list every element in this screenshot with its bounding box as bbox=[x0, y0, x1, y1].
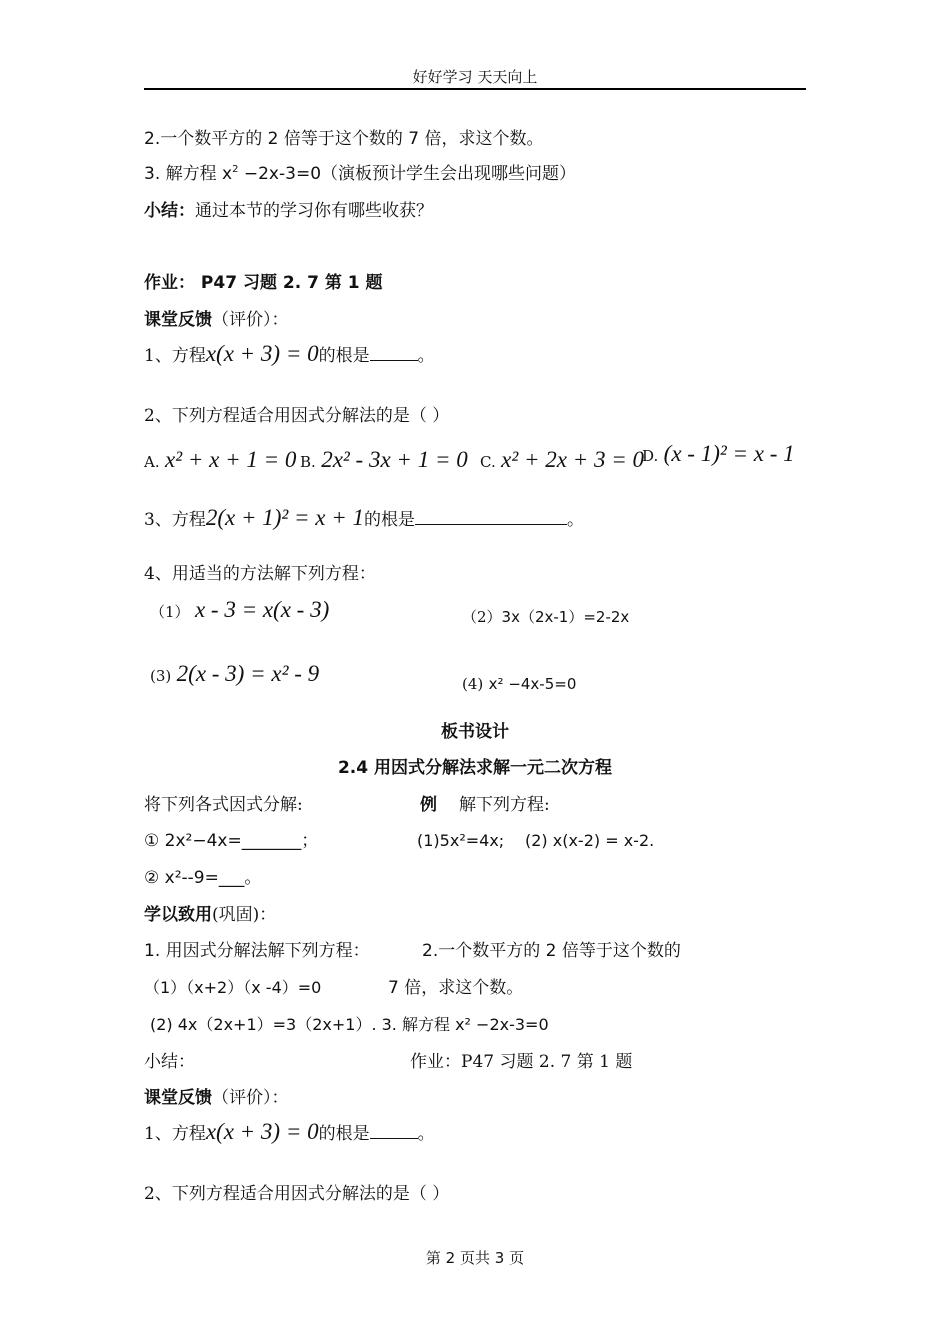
apply-line-2-left: （1）（x+2）（x -4）=0 bbox=[144, 978, 322, 997]
board-example: 例 解下列方程: bbox=[420, 795, 550, 815]
summary-line: 小结：通过本节的学习你有哪些收获？ bbox=[144, 201, 433, 221]
board-title: 板书设计 bbox=[441, 722, 509, 742]
homework-line: 作业： P47 习题 2. 7 第 1 题 bbox=[144, 273, 383, 293]
apply-homework: 作业：P47 习题 2. 7 第 1 题 bbox=[410, 1052, 633, 1072]
apply-title: 学以致用(巩固)： bbox=[144, 905, 277, 925]
feedback2-q2: 2、下列方程适合用因式分解法的是（ ） bbox=[144, 1184, 450, 1204]
q4-sub4: (4) x² −4x-5=0 bbox=[462, 675, 577, 693]
board-ex-1: (1)5x²=4x; bbox=[417, 831, 505, 850]
problem-3: 3. 解方程 $x^2 -2x-3=0$（演板预计学生会出现哪些问题） bbox=[144, 164, 577, 184]
header-rule bbox=[144, 88, 806, 90]
page-footer: 第 2 页共 3 页 bbox=[425, 1249, 525, 1267]
board-left-heading: 将下列各式因式分解: bbox=[144, 795, 303, 815]
page-header: 好好学习 天天向上 bbox=[412, 68, 538, 86]
feedback-q2: 2、下列方程适合用因式分解法的是（ ） bbox=[144, 406, 450, 426]
board-item-1: ① 2x²−4x=_______； bbox=[144, 831, 319, 851]
q4-sub1: （1） x - 3 = x(x - 3) bbox=[150, 597, 330, 622]
feedback-q3: 3、方程2(x + 1)² = x + 1的根是 。 bbox=[144, 505, 585, 530]
feedback2-title: 课堂反馈（评价）： bbox=[144, 1088, 289, 1108]
board-ex-2: (2) x(x-2) = x-2. bbox=[525, 831, 655, 850]
q4-sub3: (3) 2(x - 3) = x² - 9 bbox=[150, 661, 320, 686]
option-a: A. x² + x + 1 = 0 bbox=[144, 447, 297, 472]
feedback-title: 课堂反馈（评价）： bbox=[144, 310, 289, 330]
problem-2: 2.一个数平方的 2 倍等于这个数的 7 倍，求这个数。 bbox=[144, 129, 544, 149]
feedback-q1: 1、方程x(x + 3) = 0的根是 。 bbox=[144, 341, 435, 366]
feedback-q4: 4、用适当的方法解下列方程： bbox=[144, 564, 376, 584]
option-b: B. 2x² - 3x + 1 = 0 bbox=[300, 447, 468, 472]
q4-sub2: （2）3x（2x-1）=2-2x bbox=[462, 608, 630, 626]
apply-line-1-left: 1. 用因式分解法解下列方程： bbox=[144, 941, 370, 961]
option-c: C. x² + 2x + 3 = 0 bbox=[480, 447, 644, 472]
apply-line-3: (2) 4x（2x+1）=3（2x+1）. 3. 解方程 x² −2x-3=0 bbox=[150, 1015, 549, 1034]
board-subtitle: 2.4 用因式分解法求解一元二次方程 bbox=[337, 758, 613, 778]
apply-line-1-right: 2.一个数平方的 2 倍等于这个数的 bbox=[422, 941, 681, 961]
apply-summary: 小结： bbox=[144, 1052, 195, 1072]
feedback2-q1: 1、方程x(x + 3) = 0的根是 。 bbox=[144, 1119, 435, 1144]
board-item-2: ② x²--9=___。 bbox=[144, 868, 262, 888]
option-d: D. (x - 1)² = x - 1 bbox=[642, 441, 795, 466]
apply-line-2-right: 7 倍，求这个数。 bbox=[388, 978, 524, 998]
